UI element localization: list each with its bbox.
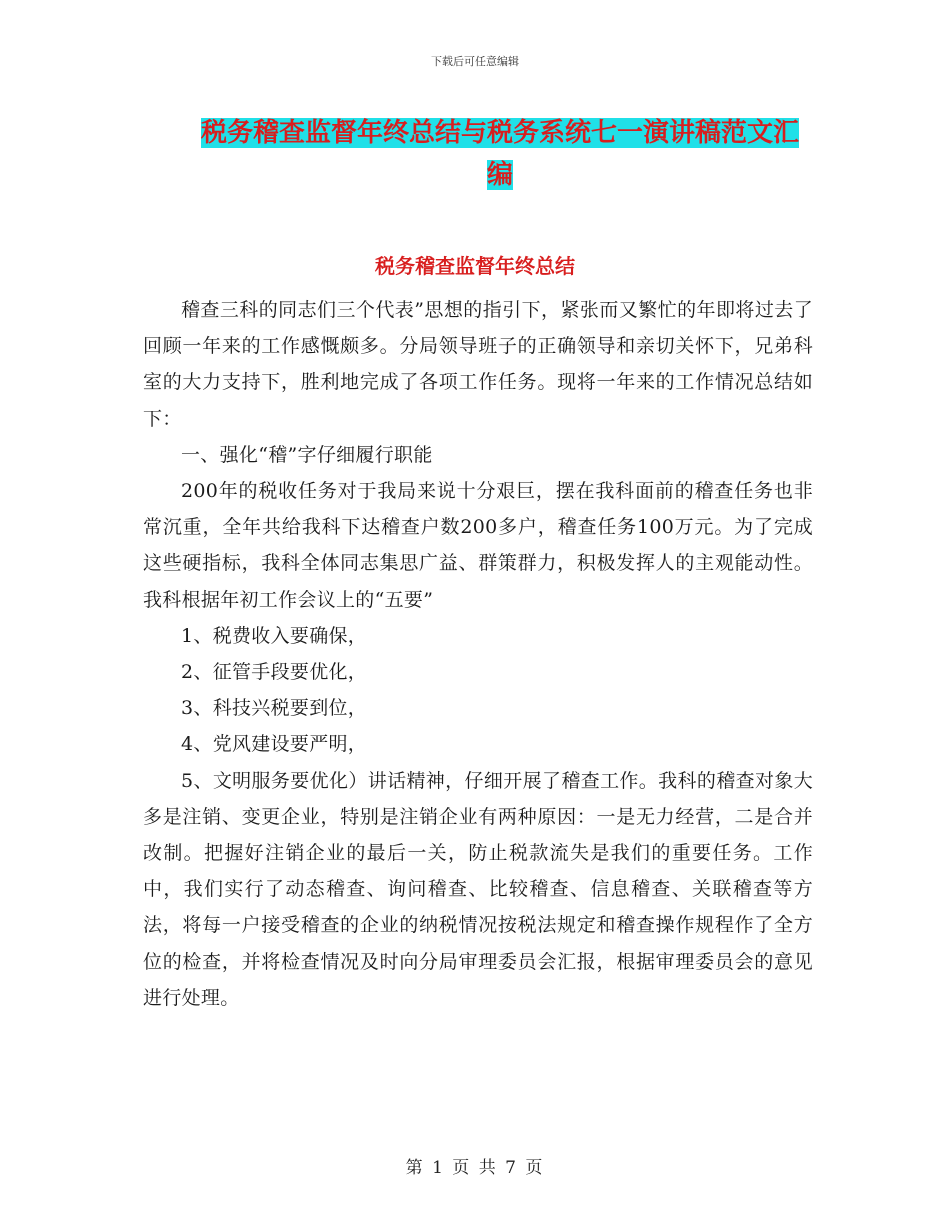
list-item: 3、科技兴税要到位， (181, 697, 368, 720)
list-item: 4、党风建设要严明， (181, 733, 368, 756)
page-number: 第 1 页 共 7 页 (405, 1158, 545, 1178)
paragraph-inspection: 5、文明服务要优化）讲话精神，仔细开展了稽查工作。我科的稽查对象大多是注销、变更企业，特别是注销企业有两种原因：一是无力经营，二是合并改制。把握好注销企业的最后一关，防止税款流失是我们的重要任务。工作中，我们实行了动态稽查、询问稽查、比较稽查、信息稽查、关联稽查等方法，将每一户接受稽查的企业的纳税情况按税法规定和稽查操作规程作了全方位的检查，并将检查情况及时向分局审理委员会汇报，根据审理委员会的意见进行处理。 (143, 769, 813, 1009)
list-item: 1、税费收入要确保， (181, 624, 368, 647)
document-body (143, 292, 813, 1016)
paragraph-intro: 稽查三科的同志们三个代表”思想的指引下，紧张而又繁忙的年即将过去了回顾一年来的工作感慨颇多。分局领导班子的正确领导和亲切关怀下，兄弟科室的大力支持下，胜利地完成了各项工作任务。现将一年来的工作情况总结如下： (143, 299, 813, 430)
document-title (190, 112, 810, 196)
paragraph-heading-1: 一、强化“稽”字仔细履行职能 (181, 443, 433, 466)
section-title: 税务稽查监督年终总结 (375, 254, 575, 278)
list-item: 2、征管手段要优化， (181, 661, 368, 684)
download-note: 下载后可任意编辑 (431, 55, 519, 68)
document-title-text: 税务稽查监督年终总结与税务系统七一演讲稿范文汇编 (200, 118, 799, 190)
paragraph-tasks: 200年的税收任务对于我局来说十分艰巨，摆在我科面前的稽查任务也非常沉重，全年共给我科下达稽查户数200多户，稽查任务100万元。为了完成这些硬指标，我科全体同志集思广益、群策群力，积极发挥人的主观能动性。我科根据年初工作会议上的“五要” (143, 480, 813, 611)
